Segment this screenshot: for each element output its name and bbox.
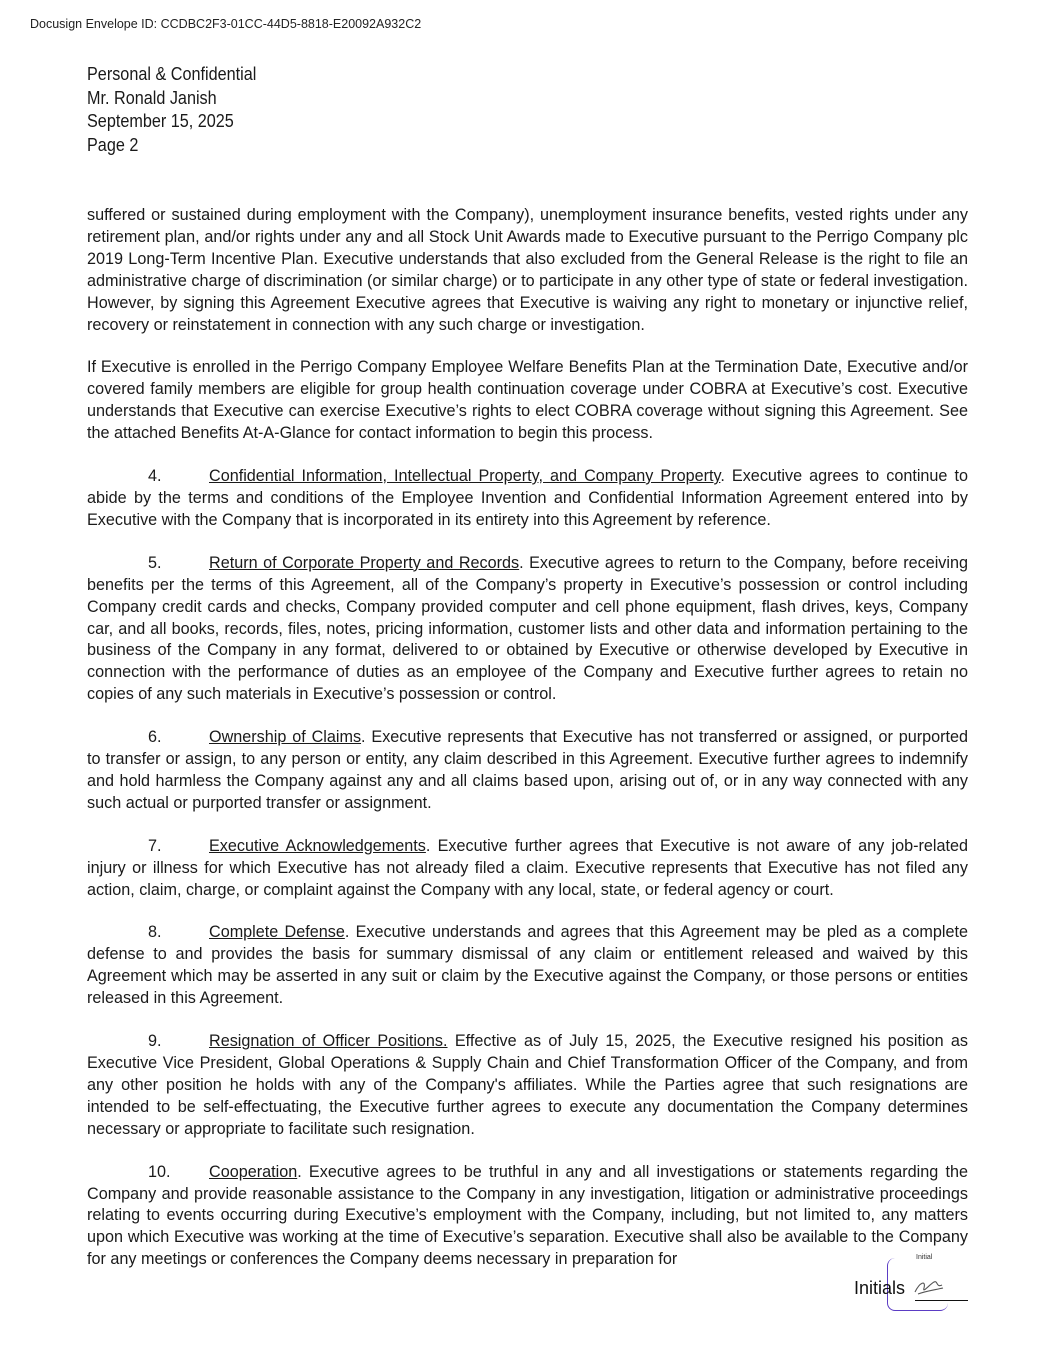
section-5 [87,553,968,706]
section-text: . Executive agrees to return to the Company, before receiving benefits per the terms of this Agreement, all of the Company’s property in Executive’s possession or control including Company credit cards and checks, Company provided computer and cell phone equipment, flash drives, keys, Company car, and all books, records, files, notes, pricing information, customer lists and other data and information pertaining to the business of the Company in any format, delivered to or obtained by Executive or otherwise developed by Executive in connection with the performance of duties as an employee of the Company and Executive further agrees to retain no copies of any such materials in Executive’s possession or control. [87,553,968,704]
document-body [87,205,968,1292]
section-9 [87,1031,968,1141]
initials-label: Initials [854,1278,906,1298]
section-text: . Executive represents that Executive has not transferred or assigned, or purported to transfer or assign, to any person or entity, any claim described in this Agreement. Executive further agrees to indemnify and hold harmless the Company against any and all claims based upon, arising out of, or in any way connected with any such actual or purported transfer or assignment. [87,728,968,812]
section-6 [87,727,968,815]
initials-line [915,1300,968,1301]
section-8 [87,922,968,1010]
section-number: 5. [148,553,162,572]
section-title: Cooperation [209,1162,298,1181]
section-title: Ownership of Claims [209,728,362,747]
handwritten-initials-icon [912,1276,946,1298]
section-number: 7. [148,836,162,855]
section-number: 10. [148,1162,171,1181]
initials-field-tag: Initial [916,1254,933,1261]
section-text: . Executive agrees to be truthful in any and all investigations or statements regarding the Company and provide reasonable assistance to the Company in any investigation, litigation or administrative proceedings relating to events occurring during Executive’s employment with the Company, including, but not limited to, any matters upon which Executive was working at the time of Executive’s separation. Executive shall also be available to the Company for any meetings or conferences the Company deems necessary in preparation for [87,1162,968,1269]
letter-header [87,63,256,157]
paragraph-cobra: If Executive is enrolled in the Perrigo Company Employee Welfare Benefits Plan at the Termination Date, Executive and/or covered family members are eligible for group health continuation coverage under COBRA at Executive’s cost. Executive understands that Executive can exercise Executive’s rights to elect COBRA coverage without signing this Agreement. See the attached Benefits At-A-Glance for contact information to begin this process. [87,358,968,443]
section-text: . Executive agrees to continue to abide by the terms and conditions of the Employee Invention and Confidential Information Agreement entered into by Executive with the Company that is incorporated in its entirety into this Agreement by reference. [87,467,968,529]
section-number: 6. [148,728,162,747]
section-title: Resignation of Officer Positions. [209,1032,448,1051]
section-7 [87,836,968,902]
section-number: 8. [148,923,162,942]
header-page: Page 2 [87,134,139,155]
section-text: Effective as of July 15, 2025, the Executive resigned his position as Executive Vice President, Global Operations & Supply Chain and Chief Transformation Officer of the Company, and from any other position he holds with any of the Company's affiliates. While the Parties agree that such resignations are intended to be self-effectuating, the Executive further agrees to execute any documentation the Company determines necessary or appropriate to facilitate such resignation. [87,1032,968,1138]
section-title: Executive Acknowledgements [209,836,426,855]
header-date: September 15, 2025 [87,111,234,131]
section-title: Complete Defense [209,923,345,942]
header-recipient: Mr. Ronald Janish [87,87,217,108]
section-text: . Executive understands and agrees that this Agreement may be pled as a complete defense to and provides the basis for summary dismissal of any claim or entitlement released and waived by this Agreement which may be asserted in any suit or claim by the Executive against the Company, or those persons or entities released in this Agreement. [87,923,968,1008]
envelope-id: Docusign Envelope ID: CCDBC2F3-01CC-44D5-8818-E20092A932C2 [30,17,422,31]
section-10 [87,1162,968,1272]
header-confidential: Personal & Confidential [87,64,257,84]
section-number: 9. [148,1032,162,1051]
section-4 [87,466,968,532]
section-number: 4. [148,467,162,486]
section-text: . Executive further agrees that Executive is not aware of any job-related injury or illness for which Executive has not already filed a claim. Executive represents that Executive has not filed any action, claim, charge, or complaint against the Company with any local, state, or federal agency or court. [87,836,968,899]
paragraph-release-exclusions: suffered or sustained during employment with the Company), unemployment insurance benefits, vested rights under any retirement plan, and/or rights under any and all Stock Unit Awards made to Executive pursuant to the Perrigo Company plc 2019 Long-Term Incentive Plan. Executive understands that also excluded from the General Release is the right to file an administrative charge of discrimination (or similar charge) or to participate in any other type of state or federal investigation. However, by signing this Agreement Executive agrees that Executive is waiving any right to monetary or injunctive relief, recovery or reinstatement in connection with any such charge or investigation. [87,206,968,334]
section-title: Return of Corporate Property and Records [209,553,520,572]
section-title: Confidential Information, Intellectual Property, and Company Property [209,467,721,486]
